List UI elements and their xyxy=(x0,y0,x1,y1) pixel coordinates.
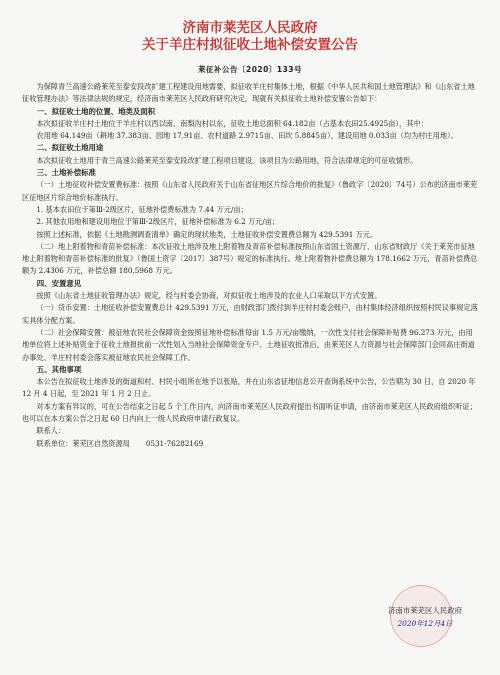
section-5-paragraph-2: 对本方案有异议的，可在公告结束之日起 5 个工作日内，向济南市莱芜区人民政府提出书面听证申请，由济南市莱芜区人民政府组织听证；也可以在本方案公告之日起 60 日内向上一级人民政府申请行政复议。 xyxy=(22,401,477,424)
section-4-paragraph-1: 按照《山东省土地征收管理办法》规定，经与村委会协商，对拟征收土地涉及的农业人口采取以下方式安置。 xyxy=(36,291,382,301)
section-5-heading: 五、其他事项 xyxy=(36,364,82,374)
section-3-heading: 三、土地补偿标准 xyxy=(36,168,96,178)
contact-phone: 0531-76282169 xyxy=(145,438,204,448)
contact-org: 联系单位：莱芜区自然资源局 xyxy=(36,438,130,448)
section-1-paragraph-2: 农用地 64.149亩（耕地 37.383亩、园地 17.91亩、农村道路 2.9715亩、田坎 5.8845亩），建设用地 0.033亩（均为村庄用地）。 xyxy=(36,131,458,141)
section-4-heading: 四、安置意见 xyxy=(36,278,82,288)
section-3-paragraph-4: 按照上述标准，依据《土地勘测调查清单》确定的现状地类，土地征收补偿安置费总额为 429.5391 万元。 xyxy=(36,229,378,239)
section-3-paragraph-5: （二）地上附着物和青苗补偿标准：本次征收土地涉及地上附着物及青苗补偿标准按照山东省国土资源厅、山东省财政厅《关于莱芜市征地地上附着物和青苗补偿标准的批复》（鲁国土资字〔2017〕387号）规定的标准执行。地上附着物补偿费总额为 178.1662 万元，青苗补偿费总额为 2.4306 万元，补偿总额 180.5968 万元。 xyxy=(22,241,478,276)
section-2-heading: 二、拟征收土地用途 xyxy=(36,143,104,153)
contact-person: 联系人： xyxy=(36,426,66,436)
notice-body xyxy=(22,81,478,450)
section-4-paragraph-2: （一）货币安置：土地征收补偿安置费总计 429.5391 万元，由财政部门拨付到羊庄村村委会账户，由村集体经济组织按照村民议事规定落实具体分配方案。 xyxy=(22,303,478,325)
notice-title-line2: 关于羊庄村拟征收土地补偿安置公告 xyxy=(142,37,358,53)
doc-number: 莱征补公告〔2020〕133号 xyxy=(197,65,303,74)
section-3-paragraph-2: 1. 基本农田位于第Ⅲ-2级区片，征地补偿费标准为 7.44 万元/亩； xyxy=(36,204,248,214)
signature-org: 济南市莱芜区人民政府 xyxy=(388,606,462,615)
signature-block xyxy=(388,604,462,630)
section-1-heading: 一、拟征收土地的位置、地类及面积 xyxy=(36,106,156,116)
section-2-paragraph-1: 本次拟征收土地用于青兰高速公路莱芜至泰安段改扩建工程项目建设。该项目为公路用地，符合法律规定的可征收情形。 xyxy=(36,155,418,165)
section-3-paragraph-3: 2. 其他农用地和建设用地位于第Ⅲ-2级区片，征地补偿标准为 6.2 万元/亩； xyxy=(36,217,280,227)
section-3-paragraph-1: （一）土地征收补偿安置费标准：按照《山东省人民政府关于山东省征地区片综合地价的批复》（鲁政字〔2020〕74号）公布的济南市莱芜区征地区片综合地价标准执行。 xyxy=(22,180,478,202)
section-4-paragraph-3: （二）社会保障安置：被征地农民社会保障资金按照征地补偿标准每亩 1.5 万元/亩缴纳，一次性支付社会保障补贴费 96.273 万元，由用地单位将上述补贴资金于征收土地报批前一次性划入当地社会保障资金专户。土地征收批准后，由莱芜区人力资源与社会保障部门会同高庄街道办事处、羊庄村村委会落实被征地农民社会保障工作。 xyxy=(22,327,475,362)
notice-title-line1: 济南市莱芜区人民政府 xyxy=(182,20,318,36)
contact-line xyxy=(22,438,478,450)
intro-paragraph: 为保障青兰高速公路莱芜至泰安段改扩建工程建设用地需要，拟征收羊庄村集体土地，根据《中华人民共和国土地管理法》和《山东省土地征收管理办法》等法律法规的规定，经济南市莱芜区人民政府研究决定，现就有关拟征收土地补偿安置公告如下： xyxy=(22,82,475,104)
section-5-paragraph-1: 本公告在拟征收土地涉及的街道和村、村民小组所在地予以张贴，并在山东省征地信息公开查询系统中公告，公告期为 30 日，自 2020 年 12 月 4 日起，至 2021 年 1 月 2 日止。 xyxy=(22,377,476,399)
signature-date: 2020年12月4日 xyxy=(397,619,453,628)
section-1-paragraph-1: 本次拟征收羊庄村土地位于羊庄村以西以南、南梨沟村以东，征收土地总面积 64.182亩（占基本农田25.4925亩），其中： xyxy=(36,118,428,128)
